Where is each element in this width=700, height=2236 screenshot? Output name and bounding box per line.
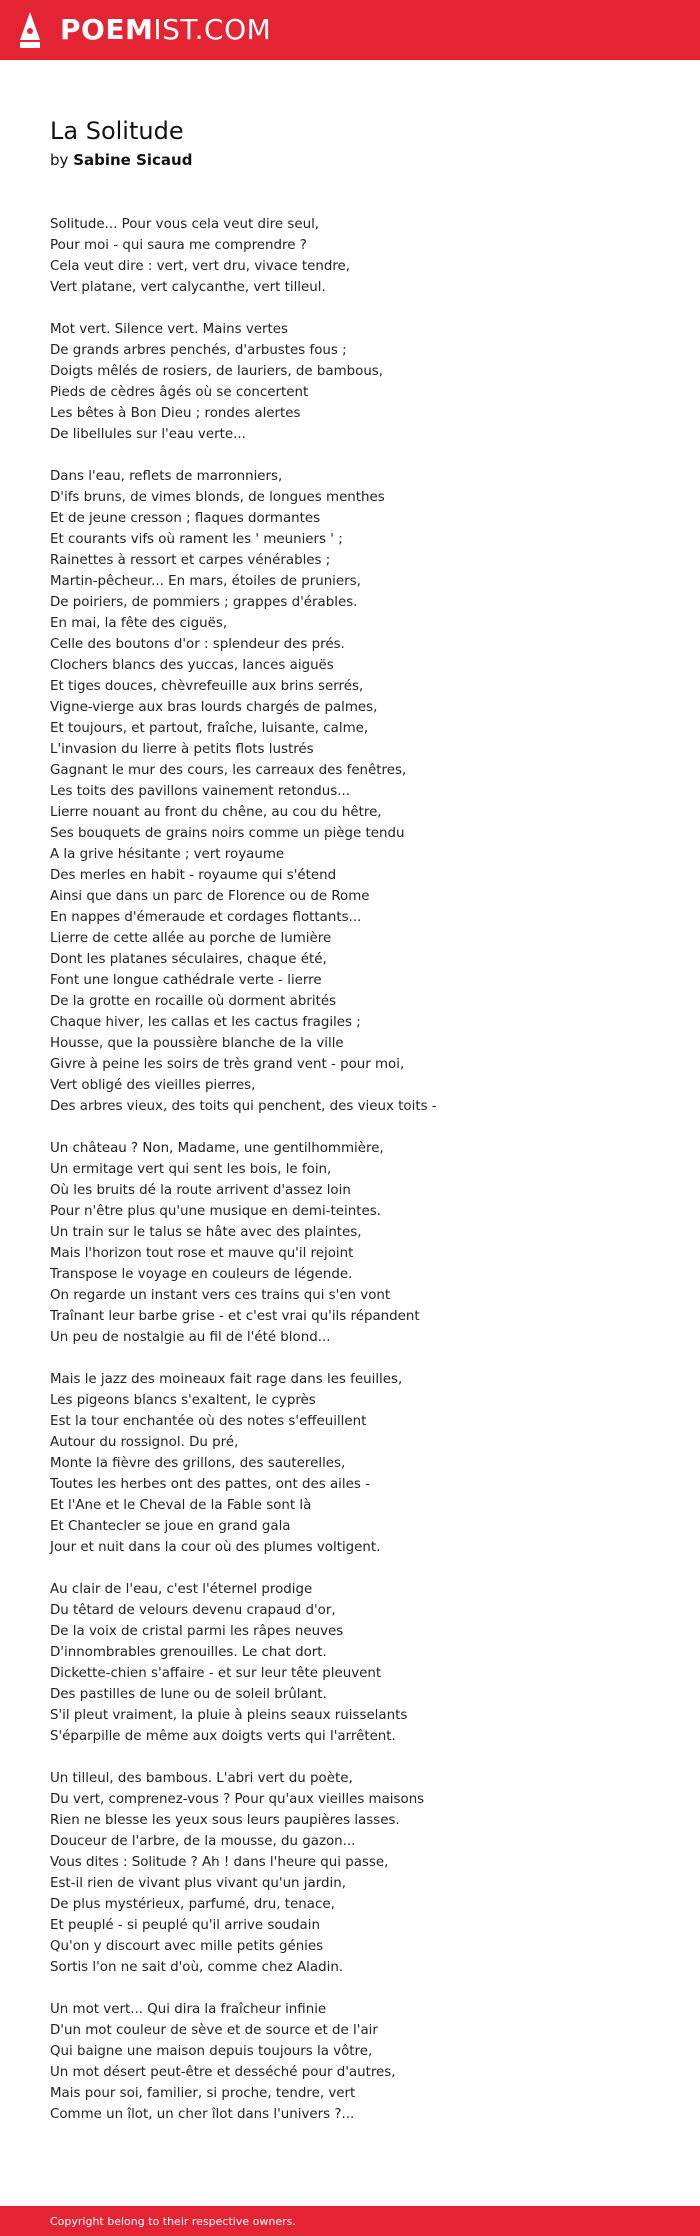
poem-line: Solitude... Pour vous cela veut dire seul, — [50, 217, 320, 232]
poem-line: Clochers blancs des yuccas, lances aiguës — [50, 658, 334, 673]
poem-line: Et Chantecler se joue en grand gala — [50, 1519, 291, 1534]
poem-line: Vert obligé des vieilles pierres, — [50, 1078, 256, 1093]
poem-line: Sortis l'on ne sait d'où, comme chez Aladin. — [50, 1960, 344, 1975]
poem-line: Transpose le voyage en couleurs de légende. — [50, 1267, 353, 1282]
poem-line: D'un mot couleur de sève et de source et de l'air — [50, 2023, 378, 2038]
poem-stanza — [50, 319, 650, 445]
poem-title: La Solitude — [50, 117, 184, 145]
poem-line: En mai, la fête des ciguës, — [50, 616, 228, 631]
poem-line: Mais l'horizon tout rose et mauve qu'il rejoint — [50, 1246, 354, 1261]
poem-line: Celle des boutons d'or : splendeur des prés. — [50, 637, 345, 652]
poem-line: Monte la fièvre des grillons, des sauterelles, — [50, 1456, 346, 1471]
poem-line: Martin-pêcheur... En mars, étoiles de pruniers, — [50, 574, 361, 589]
poem-line: De la voix de cristal parmi les râpes neuves — [50, 1624, 344, 1639]
poem-line: Jour et nuit dans la cour où des plumes voltigent. — [50, 1540, 381, 1555]
poem-line: Pour n'être plus qu'une musique en demi-teintes. — [50, 1204, 381, 1219]
poem-line: Vert platane, vert calycanthe, vert tilleul. — [50, 280, 326, 295]
poem-line: Un ermitage vert qui sent les bois, le foin, — [50, 1162, 332, 1177]
copyright-text: Copyright belong to their respective owners. — [50, 2214, 296, 2228]
poem-stanza — [50, 1999, 650, 2125]
author-name[interactable]: Sabine Sicaud — [73, 151, 193, 169]
poem-line: Comme un îlot, un cher îlot dans l'univers ?... — [50, 2107, 355, 2122]
brand-light: IST.COM — [153, 13, 272, 46]
poem-line: De poiriers, de pommiers ; grappes d'érables. — [50, 595, 358, 610]
poem-line: Un peu de nostalgie au fil de l'été blond... — [50, 1330, 331, 1345]
poem-line: Des pastilles de lune ou de soleil brûlant. — [50, 1687, 327, 1702]
poem-line: Rien ne blesse les yeux sous leurs paupières lasses. — [50, 1813, 400, 1828]
poem-line: S'il pleut vraiment, la pluie à pleins seaux ruisselants — [50, 1708, 408, 1723]
poem-line: Et tiges douces, chèvrefeuille aux brins serrés, — [50, 679, 364, 694]
poem-line: Les pigeons blancs s'exaltent, le cyprès — [50, 1393, 316, 1408]
poem-line: Qui baigne une maison depuis toujours la vôtre, — [50, 2044, 373, 2059]
poem-line: Et l'Ane et le Cheval de la Fable sont là — [50, 1498, 312, 1513]
poem-line: Dickette-chien s'affaire - et sur leur tête pleuvent — [50, 1666, 382, 1681]
poem-line: Cela veut dire : vert, vert dru, vivace tendre, — [50, 259, 351, 274]
poem-line: Un mot vert... Qui dira la fraîcheur infinie — [50, 2002, 327, 2017]
poem-stanza — [50, 466, 650, 1117]
poem-line: En nappes d'émeraude et cordages flottants... — [50, 910, 362, 925]
poem-line: Doigts mêlés de rosiers, de lauriers, de bambous, — [50, 364, 384, 379]
poem-line: De grands arbres penchés, d'arbustes fous ; — [50, 343, 347, 358]
site-header — [0, 0, 700, 60]
poem-line: Un train sur le talus se hâte avec des plaintes, — [50, 1225, 362, 1240]
poem-line: Un mot désert peut-être et desséché pour d'autres, — [50, 2065, 396, 2080]
poem-line: Du vert, comprenez-vous ? Pour qu'aux vieilles maisons — [50, 1792, 425, 1807]
poem-line: Rainettes à ressort et carpes vénérables ; — [50, 553, 331, 568]
poem-line: Pieds de cèdres âgés où se concertent — [50, 385, 309, 400]
site-logo-text[interactable] — [60, 0, 271, 60]
poem-stanza — [50, 1579, 650, 1747]
byline — [50, 150, 650, 170]
poem-line: Ainsi que dans un parc de Florence ou de Rome — [50, 889, 370, 904]
poem-line: Lierre nouant au front du chêne, au cou du hêtre, — [50, 805, 382, 820]
poem-line: S'éparpille de même aux doigts verts qui l'arrêtent. — [50, 1729, 396, 1744]
poem-line: Traînant leur barbe grise - et c'est vrai qu'ils répandent — [50, 1309, 420, 1324]
poem-line: Et toujours, et partout, fraîche, luisante, calme, — [50, 721, 369, 736]
poem-stanza — [50, 1138, 650, 1348]
poem-line: Et peuplé - si peuplé qu'il arrive soudain — [50, 1918, 320, 1933]
poem-article — [0, 60, 700, 2125]
poem-line: Givre à peine les soirs de très grand vent - pour moi, — [50, 1057, 405, 1072]
poem-line: Mais pour soi, familier, si proche, tendre, vert — [50, 2086, 356, 2101]
poem-stanza — [50, 214, 650, 298]
poem-line: Au clair de l'eau, c'est l'éternel prodige — [50, 1582, 313, 1597]
poem-line: Les bêtes à Bon Dieu ; rondes alertes — [50, 406, 301, 421]
poem-line: Du têtard de velours devenu crapaud d'or, — [50, 1603, 336, 1618]
poem-line: Vous dites : Solitude ? Ah ! dans l'heure qui passe, — [50, 1855, 389, 1870]
poem-line: L'invasion du lierre à petits flots lustrés — [50, 742, 314, 757]
poem-line: De plus mystérieux, parfumé, dru, tenace, — [50, 1897, 335, 1912]
poem-line: Et courants vifs où rament les ' meuniers ' ; — [50, 532, 343, 547]
poem-stanza — [50, 1768, 650, 1978]
poem-line: Gagnant le mur des cours, les carreaux des fenêtres, — [50, 763, 407, 778]
poem-line: Dans l'eau, reflets de marronniers, — [50, 469, 283, 484]
poem-line: Autour du rossignol. Du pré, — [50, 1435, 239, 1450]
poem-stanza — [50, 1369, 650, 1558]
poem-line: Les toits des pavillons vainement retondus... — [50, 784, 350, 799]
poem-line: Mais le jazz des moineaux fait rage dans les feuilles, — [50, 1372, 403, 1387]
poem-line: Est la tour enchantée où des notes s'effeuillent — [50, 1414, 367, 1429]
poem-line: Font une longue cathédrale verte - lierre — [50, 973, 322, 988]
poem-line: Où les bruits dé la route arrivent d'assez loin — [50, 1183, 351, 1198]
poem-line: Pour moi - qui saura me comprendre ? — [50, 238, 307, 253]
poem-line: De la grotte en rocaille où dorment abrités — [50, 994, 337, 1009]
poem-line: De libellules sur l'eau verte... — [50, 427, 246, 442]
poem-line: Est-il rien de vivant plus vivant qu'un jardin, — [50, 1876, 346, 1891]
poem-line: Douceur de l'arbre, de la mousse, du gazon... — [50, 1834, 356, 1849]
poem-line: D'innombrables grenouilles. Le chat dort. — [50, 1645, 327, 1660]
poem-line: Un tilleul, des bambous. L'abri vert du poète, — [50, 1771, 353, 1786]
brand-bold: POEM — [60, 13, 154, 46]
by-label: by — [50, 151, 69, 169]
poem-line: A la grive hésitante ; vert royaume — [50, 847, 285, 862]
poem-line: Mot vert. Silence vert. Mains vertes — [50, 322, 288, 337]
poem-line: On regarde un instant vers ces trains qui s'en vont — [50, 1288, 391, 1303]
poem-line: Ses bouquets de grains noirs comme un piège tendu — [50, 826, 405, 841]
site-footer — [0, 2206, 700, 2236]
pen-nib-icon[interactable] — [16, 10, 44, 50]
poem-body — [50, 214, 650, 2125]
poem-line: Housse, que la poussière blanche de la ville — [50, 1036, 344, 1051]
poem-line: Et de jeune cresson ; flaques dormantes — [50, 511, 321, 526]
poem-line: Toutes les herbes ont des pattes, ont des ailes - — [50, 1477, 370, 1492]
poem-line: Des arbres vieux, des toits qui penchent, des vieux toits - — [50, 1099, 437, 1114]
poem-line: Chaque hiver, les callas et les cactus fragiles ; — [50, 1015, 361, 1030]
poem-line: Vigne-vierge aux bras lourds chargés de palmes, — [50, 700, 378, 715]
poem-line: Qu'on y discourt avec mille petits génies — [50, 1939, 324, 1954]
poem-line: Dont les platanes séculaires, chaque été, — [50, 952, 327, 967]
poem-line: Un château ? Non, Madame, une gentilhommière, — [50, 1141, 384, 1156]
poem-line: D'ifs bruns, de vimes blonds, de longues menthes — [50, 490, 385, 505]
poem-line: Des merles en habit - royaume qui s'étend — [50, 868, 337, 883]
poem-line: Lierre de cette allée au porche de lumière — [50, 931, 332, 946]
